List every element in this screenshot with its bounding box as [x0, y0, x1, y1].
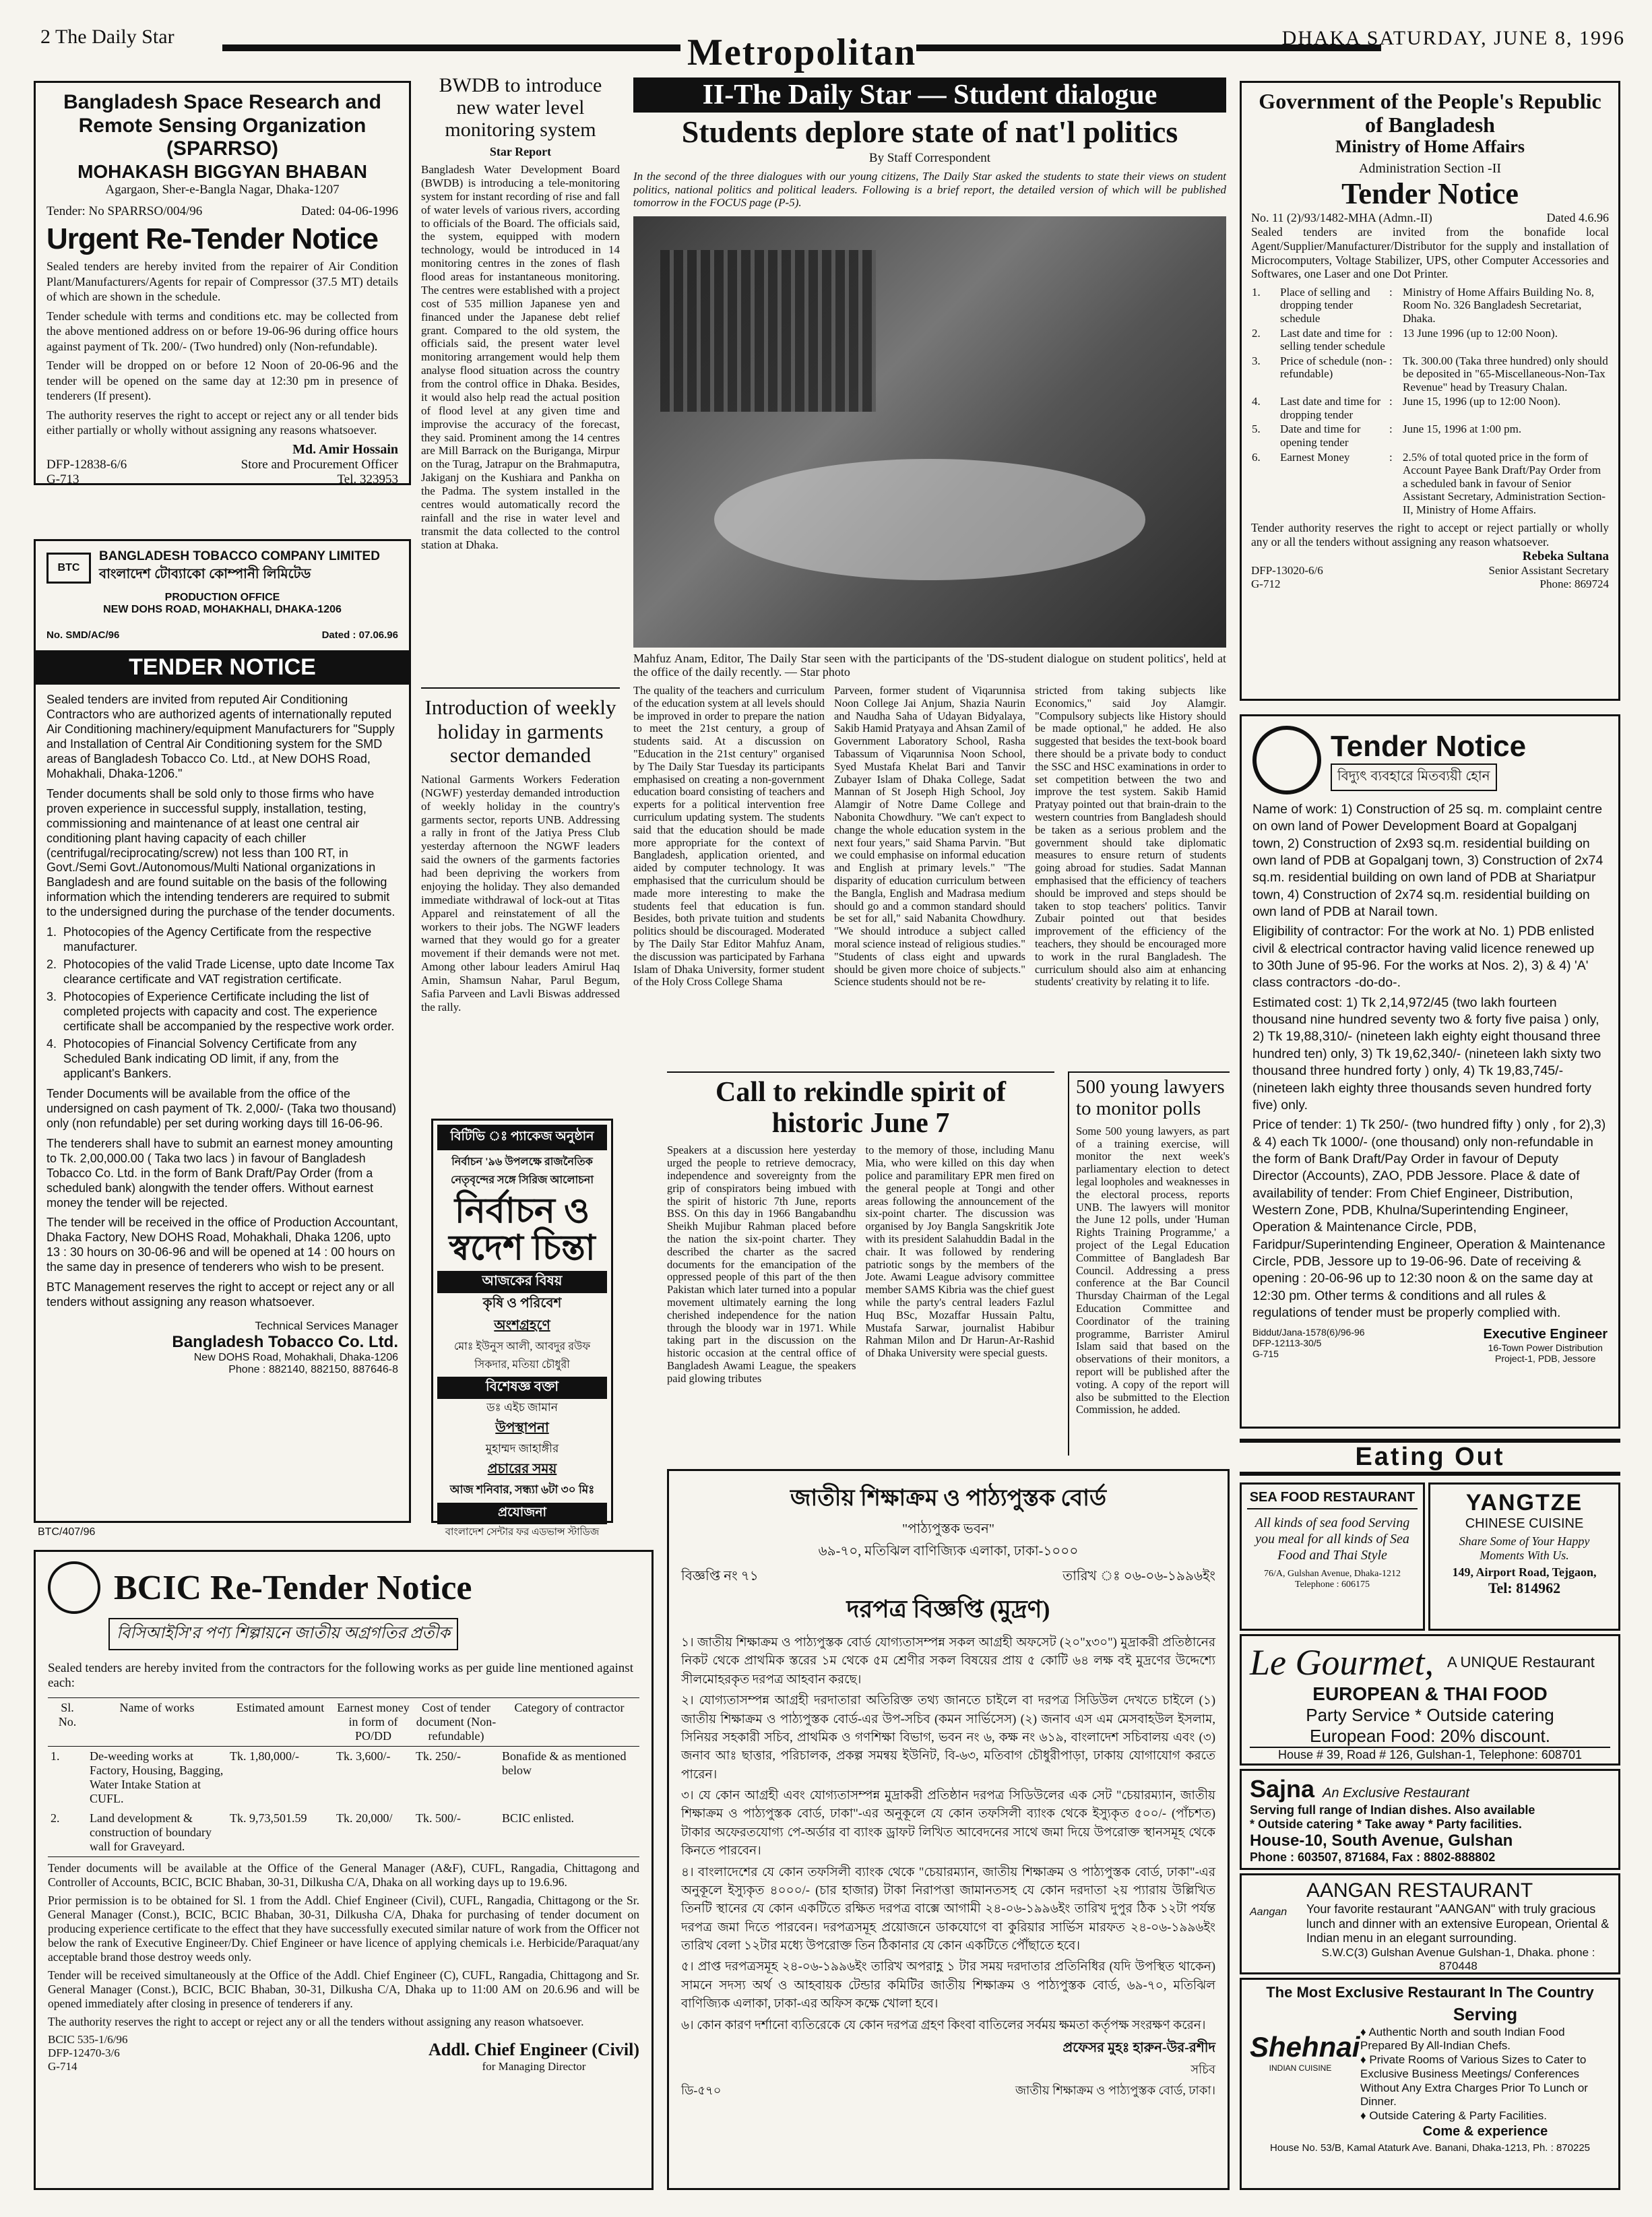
bcic-ad	[34, 1550, 654, 2190]
shehnai-ad	[1240, 1978, 1620, 2190]
sparrso-ad	[34, 81, 411, 485]
home-no: No. 11 (2)/93/1482-MHA (Admn.-II)	[1251, 211, 1432, 225]
bcic-table-header: Sl. No. Name of works Estimated amount Earnest money in form of PO/DD Cost of tender document (Non-refundable) Category of contractor	[48, 1698, 639, 1747]
nctb-item-4: ৪। বাংলাদেশের যে কোন তফসিলী ব্যাংক থেকে "চেয়ারম্যান, জাতীয় শিক্ষাক্রম ও পাঠ্যপুস্তক বোর্ড, ঢাকা"-এর অনুকূলে ইস্যুকৃত ৪০০০/- (চার হাজার) টাকা নিরাপত্তা জামানতসহ যে কোন দরদাতা ২য় প্যারায় উল্লিখিত তিনটি স্থানের যে কোন একটিতে রক্ষিত দরপত্র বাক্সে আগামী ২৪-০৬-১৯৯৬ইং তারিখ দুপুর ঠিক ১২টা পর্যন্ত দরপত্র জমা দিতে পারবেন। দরপত্রসমূহ প্রয়োজনে ডাকযোগে বা কুরিয়ার সার্ভিস মারফত ২৪-০৬-১৯৯৬ইং তারিখ বেলা ১২টার মধ্যে উপরোক্ত তিন ঠিকানার যে কোন একটিতে পৌঁছাতে হবে।	[681, 1865, 1215, 1953]
june7-article	[667, 1071, 1054, 1456]
lawyers-headline: 500 young lawyers to monitor polls	[1076, 1076, 1225, 1119]
dialogue-banner: II-The Daily Star — Student dialogue	[633, 77, 1226, 113]
june7-col2: to the memory of those, including Manu Mia, who were killed on this day when police and paramilitary EPR men fired on the general people at Tongi and other areas following the announcement of the six-point charter. The discussion was organised by Joy Bangla Sangskritik Jote with its president Salahuddin Badal in the chair. It was followed by rendering patriotic songs by the members of the Jote. Awami League advisory committee member SAMS Kibria was the chief guest while the party's central leaders Fazlul Huq BSc, Mozaffar Hussain Paltu, Mustafa Sarwar, journalist Habibur Rahman Milon and Dr Harun-Ar-Rashid of Dhaka University were special guests.	[865, 1144, 1054, 1360]
pdb-signer2: 16-Town Power Distribution	[1488, 1342, 1603, 1354]
sparrso-title: Urgent Re-Tender Notice	[46, 222, 379, 256]
june7-col1: Speakers at a discussion here yesterday urged the people to retrieve democracy, independence and sovereignty from the grip of conspirators being imbued with the spirit of historic 7th June, reports BSS. On this day in 1966 Bangabandhu Sheikh Mujibur Rahman placed before the nation the six-point charter. They described the charter as the sacred documents for the emancipation of the oppressed people of this part of the then Pakistan which later turned into a popular movement ultimately earning the long cherished independence for the nation through the bloody war in 1971. While taking part in the discussion on the historic occasion at the central office of Bangladesh Awami League, the speakers paid glowing tributes	[667, 1144, 856, 1385]
bat-office: PRODUCTION OFFICE	[164, 592, 280, 603]
holiday-body: National Garments Workers Federation (NGWF) yesterday demanded introduction of weekly holiday in the country's garments sector, reports UNB. Addressing a rally in front of the Jatiya Press Club yesterday afternoon the NGWF leaders said the owners of the garments factories had been depriving the workers from enjoying the holiday. They also demanded immediate withdrawal of lock-out at Titas Apparel and reinstatement of all the workers to their jobs. The NGWF leaders warned that they would go for a greater movement if their demands were not met. Among other labour leaders Amirul Haq Amin, Shamsun Nahar, Parul Begum, Safia Parveen and Lavli Biswas addressed the rally.	[421, 772, 620, 1013]
gourmet-name: Le Gourmet,	[1250, 1642, 1434, 1683]
table-row: 3. Price of schedule (non-refundable) : Tk. 300.00 (Taka three hundred) only should be deposited in "65-Miscellaneous-Non-Tax Revenue" head by Treasury Chalan.	[1252, 354, 1608, 394]
sajna-phone: Phone : 603507, 871684, Fax : 8802-888802	[1250, 1850, 1496, 1864]
lawyers-article	[1068, 1071, 1230, 1456]
pdb-title: Tender Notice	[1331, 729, 1527, 763]
dialogue-col3: stricted from taking subjects like Economics," said Joy Alamgir. "Compulsory subjects like History should be made optional," he added. He also suggested that besides the text-book board there should be a private body to conduct the SSC and HSC examinations in order to set competition between the two and improve the test system. Sakib Hamid Pratyay pointed out that brain-drain to the western countries from Bangladesh should be taken as a serious problem and the government should take diplomatic measures to ensure return of students going abroad for studies. Sadat Mannan emphasised that the efficiency of teachers should be improved and steps should be taken to stop teachers' politics. Tanvir Zubair pointed out that besides improvement of the efficiency of the teachers, they should be encouraged more to work in the rural Bangladesh. The curriculum should also aim at enhancing students' creativity by relating it to life.	[1035, 684, 1226, 989]
yangtze-addr: 149, Airport Road, Tejgaon,	[1452, 1565, 1597, 1579]
pdb-body: Name of work: 1) Construction of 25 sq. m. complaint centre on own land of Power Development Board at Gopalganj town, 2) Construction of 2x93 sq.m. residential building on own land of PDB at Gopalganj town, 3) Construction of 2x74 sq.m. residential building on own land of PDB at Shariatpur town, 4) Construction of 2x74 sq.m. residential building on own land of PDB at Narail town.	[1252, 802, 1603, 920]
btv-topic-label: আজকের বিষয়	[437, 1271, 607, 1293]
sparrso-tel: Tel. 323953	[337, 472, 398, 487]
sparrso-p2: Tender schedule with terms and conditions etc. may be collected from the above mentioned address on or before 19-06-96 during office hours against payment of Tk. 200/- (Two hundred) only (Non-refundable).	[46, 309, 398, 353]
bcic-p3: Tender will be received simultaneously at the Office of the Addl. Chief Engineer (C), CUFL, Rangadia, Chittagong and Sr. General Manager (Const.), BCIC, BCIC Bhaban, 30-31, Dilkusha C/A, Dhaka up to 11:00 AM on 20.6.96 and will be opened immediately after closing in presence of tenderers if any.	[48, 1968, 639, 2010]
bcic-table	[48, 1697, 639, 1857]
shehnai-item-1: ♦ Authentic North and south Indian Food Prepared By All-Indian Chefs.	[1360, 2025, 1565, 2053]
nctb-item-1: ১। জাতীয় শিক্ষাক্রম ও পাঠ্যপুস্তক বোর্ড যোগ্যতাসম্পন্ন সকল আগ্রহী অফসেট (২০"x৩০") মুদ্রাকরী প্রতিষ্ঠানের নিকট থেকে প্রাথমিক স্তরের ১ম থেকে ৫ম শ্রেণীর সকল বিষয়ের প্রায় ৫ কোটি ৬৪ লক্ষ বই মুদ্রণের উদ্দেশ্যে সীলমোহরকৃত দরপত্র আহবান করছে।	[681, 1636, 1215, 1687]
table-row: 1. Place of selling and dropping tender schedule : Ministry of Home Affairs Building No. 8, Room No. 326 Bangladesh Secretariat, Dhaka.	[1252, 285, 1594, 325]
bat-item-2: 2. Photocopies of the valid Trade License, upto date Income Tax clearance certificate and VAT registration certificate.	[46, 958, 394, 987]
bat-p6: BTC Management reserves the right to accept or reject any or all tenders without assigning any reason whatsoever.	[46, 1280, 395, 1309]
gourmet-ad	[1240, 1634, 1620, 1766]
sajna-b: * Outside catering * Take away * Party facilities.	[1250, 1817, 1522, 1831]
btv-host-label: উপস্থাপনা	[495, 1420, 549, 1436]
sajna-ad	[1240, 1769, 1620, 1870]
bat-sig-address: New DOHS Road, Mohakhali, Dhaka-1206	[193, 1352, 398, 1364]
yangtze-tag: Share Some of Your Happy Moments With Us.	[1459, 1534, 1590, 1562]
nctb-item-5: ৫। প্রাপ্ত দরপত্রসমূহ ২৪-০৬-১৯৯৬ইং তারিখ অপরাহ্ণ ১ টার সময় দরদাতার প্রতিনিধির (যদি উপস্থিত থাকেন) সামনে সদস্য অর্থ ও আহবায়ক টেন্ডার কমিটির জাতীয় শিক্ষাক্রম ও পাঠ্যপুস্তক বোর্ড, ৬৯-৭০, মতিঝিল বাণিজ্যিক এলাকা, ঢাকা-এর অফিস কক্ষে খোলা হবে।	[681, 1960, 1215, 2011]
bat-dated: Dated : 07.06.96	[321, 629, 398, 641]
home-dfp: DFP-13020-6/6	[1251, 563, 1323, 577]
table-row: 4. Last date and time for dropping tender : June 15, 1996 (up to 12:00 Noon).	[1252, 395, 1561, 421]
pdb-logo	[1252, 726, 1321, 794]
home-title: Tender Notice	[1341, 177, 1519, 211]
btv-time-label: প্রচারের সময়	[487, 1462, 557, 1477]
gourmet-b: EUROPEAN & THAI FOOD	[1312, 1683, 1548, 1704]
aangan-addr: S.W.C(3) Gulshan Avenue Gulshan-1, Dhaka. phone : 870448	[1321, 1945, 1595, 1972]
bcic-ref1: BCIC 535-1/6/96	[48, 2033, 128, 2046]
shehnai-sub: INDIAN CUISINE	[1269, 2063, 1332, 2073]
aangan-body: Your favorite restaurant "AANGAN" with truly gracious lunch and dinner with an extensive European, Oriental & Indian menu in an elegant surrounding.	[1306, 1902, 1610, 1945]
pdb-ref1: Biddut/Jana-1578(6)/96-96	[1252, 1327, 1365, 1338]
shehnai-top: The Most Exclusive Restaurant In The Country	[1266, 1984, 1594, 2001]
nctb-address: ৬৯-৭০, মতিঝিল বাণিজ্যিক এলাকা, ঢাকা-১০০০	[818, 1544, 1079, 1559]
shehnai-serving: Serving	[1453, 2004, 1518, 2024]
sparrso-building: MOHAKASH BIGGYAN BHABAN	[77, 160, 367, 182]
sparrso-address: Agargaon, Sher-e-Bangla Nagar, Dhaka-1207	[105, 182, 340, 197]
btv-participants: মোঃ ইউনুস আলী, আবদুর রউফ সিকদার, মতিয়া চৌধুরী	[453, 1341, 591, 1371]
gourmet-d: European Food: 20% discount.	[1309, 1726, 1551, 1746]
home-dated: Dated 4.6.96	[1546, 211, 1609, 225]
home-signer-title: Senior Assistant Secretary	[1488, 563, 1609, 577]
bat-company: BANGLADESH TOBACCO COMPANY LIMITED	[99, 549, 380, 563]
nctb-signer-org: জাতীয় শিক্ষাক্রম ও পাঠ্যপুস্তক বোর্ড, ঢাকা।	[1015, 2083, 1215, 2097]
seafood-name: SEA FOOD RESTAURANT	[1247, 1490, 1418, 1509]
nctb-date: তারিখ ঃ ০৬-০৬-১৯৯৬ইং	[1062, 1569, 1215, 1584]
btv-speaker-label: বিশেষজ্ঞ বক্তা	[437, 1377, 607, 1399]
btv-presented-label: প্রযোজনা	[437, 1503, 607, 1524]
bat-p5: The tender will be received in the office of Production Accountant, Dhaka Factory, New DOHS Road, Mohakhali, Dhaka 1206, upto 13 : 30 hours on 30-06-96 and will be opened at 14 : 00 hours on the same day in presence of tenderers who wish to be present.	[46, 1216, 398, 1274]
bat-sig-company: Bangladesh Tobacco Co. Ltd.	[172, 1333, 398, 1352]
sajna-a: Serving full range of Indian dishes. Also available	[1250, 1803, 1535, 1817]
holiday-article	[421, 687, 620, 1119]
bat-p3: Tender Documents will be available from the office of the undersigned on cash payment of Tk. 2,000/- (Taka two thousand) only (non refundable) per set during working days till 16-06-96.	[46, 1086, 396, 1130]
sajna-name: Sajna	[1250, 1775, 1315, 1803]
btv-line1: বিটিভি ঃ প্যাকেজ অনুষ্ঠান	[437, 1125, 607, 1150]
home-closing: Tender authority reserves the right to accept or reject partially or wholly any or all the tenders without assigning any reason whatsoever.	[1251, 521, 1609, 549]
sparrso-p1: Sealed tenders are hereby invited from the repairer of Air Condition Plant/Manufacturers/Agents for repair of Compressor (37.5 MT) details of which are shown in the schedule.	[46, 259, 398, 304]
photo-bookshelf	[660, 250, 876, 412]
gourmet-addr: House # 39, Road # 126, Gulshan-1, Telephone: 608701	[1250, 1747, 1610, 1762]
nctb-item-2: ২। যোগ্যতাসম্পন্ন আগ্রহী দরদাতারা অতিরিক্ত তথ্য জানতে চাইলে বা দরপত্র সিডিউল দেখতে চাইলে (১) জাতীয় শিক্ষাক্রম ও পাঠ্যপুস্তক বোর্ড-এর উপ-সচিব (কমন সার্ভিসেস) (২) জনাব এস এম মেসবাহউল ইসলাম, সিনিয়র সহকারী সচিব, প্রাথমিক ও গণশিক্ষা বিভাগ, ভবন নং ৬, কক্ষ নং ৬১৯, বাংলাদেশ সচিবালয় এবং (৩) জনাব আঃ ছাত্তার, পরিচালক, প্রকল্প সমন্বয় ইউনিট, বি-৬৩, মতিবাগ চৌধুরীপাড়া, ঢাকায় যোগাযোগ করতে পারেন।	[681, 1694, 1215, 1782]
bcic-intro: Sealed tenders are hereby invited from the contractors for the following works as per guide line mentioned against each:	[48, 1661, 633, 1690]
bat-address: NEW DOHS ROAD, MOHAKHALI, DHAKA-1206	[103, 604, 342, 615]
sparrso-p3: Tender will be dropped on or before 12 Noon of 20-06-96 and the tender will be opened on the same day at 12:30 pm in presence of tenderers (If present).	[46, 358, 398, 403]
nctb-title: জাতীয় শিক্ষাক্রম ও পাঠ্যপুস্তক বোর্ড	[790, 1486, 1106, 1511]
sparrso-org: Bangladesh Space Research and Remote Sensing Organization (SPARRSO)	[63, 91, 381, 160]
nctb-item-6: ৬। কোন কারণ দর্শানো ব্যতিরেকে যে কোন দরপত্র গ্রহণ কিংবা বাতিলের সর্বময় ক্ষমতা কর্তৃপক্ষ সংরক্ষণ করেন।	[681, 2018, 1206, 2032]
yangtze-tel: Tel: 814962	[1488, 1580, 1561, 1596]
home-signer: Rebeka Sultana	[1522, 549, 1609, 563]
pdb-slogan: বিদ্যুৎ ব্যবহারে মিতব্যয়ী হোন	[1331, 763, 1497, 791]
home-intro: Sealed tenders are invited from the bonafide local Agent/Supplier/Manufacturer/Distributor for the supply and installation of Microcomputers, Voltage Stabilizer, UPS, other Computer Accessories and Softwares, one Laser and one Dot Printer.	[1251, 225, 1609, 281]
home-ministry-ad	[1240, 81, 1620, 701]
btv-line3: নেতৃবৃন্দের সঙ্গে সিরিজ আলোচনা	[451, 1175, 594, 1186]
nctb-ref: বিজ্ঞপ্তি নং ৭১	[681, 1569, 759, 1584]
btv-time: আজ শনিবার, সন্ধ্যা ৬টা ৩০ মিঃ	[449, 1483, 595, 1497]
bcic-sig2: for Managing Director	[482, 2060, 586, 2073]
bcic-ref3: G-714	[48, 2060, 77, 2073]
nctb-headline: দরপত্র বিজ্ঞপ্তি (মুদ্রণ)	[846, 1596, 1050, 1623]
dialogue-article	[633, 77, 1226, 1068]
bat-company-bn: বাংলাদেশ টোব্যাকো কোম্পানী লিমিটেড	[99, 567, 311, 582]
shehnai-name: Shehnai	[1250, 2031, 1360, 2063]
bwdb-byline: Star Report	[489, 145, 552, 158]
bcic-p4: The authority reserves the right to accept or reject any or all the tenders without assigning any reason whatsoever.	[48, 2015, 584, 2028]
dialogue-col2: Parveen, former student of Viqarunnisa Noon College Jai Anjum, Shazia Naurin and Naudha Saha of Udayan Bidyalaya, Sakib Hamid Pratyaya and Ahsan Zamil of Government Laboratory School, Rasha Tabassum of Viqarunnisa Noon School, Syed Mustafa Khelat Bari and Tanvir Zubayer Islam of Dhaka College, Sadat Mannan of St Joseph High School, Joy Alamgir of Notre Dame College and Nabonita Chowdhury. "We can't expect to change the whole education system in the next four years," said Shama Parvin. "But we could emphasise on informal education and English at primary levels." "The disparity of education curriculum between the Bangla, English and Madrasa medium should go and a common standard should be set for all," said Nabanita Chowdhury. "We should introduce a subject called moral science instead of religious studies." "Students of class eight and upwards should be given more choice of subjects." Science students should not be re-	[834, 684, 1025, 989]
home-g: G-712	[1251, 577, 1281, 590]
photo-table	[714, 459, 1145, 580]
sparrso-signer-title: Store and Procurement Officer	[241, 457, 398, 472]
pdb-ref3: G-715	[1252, 1348, 1279, 1360]
bcic-ref2: DFP-12470-3/6	[48, 2047, 120, 2059]
bat-sig-title: Technical Services Manager	[255, 1319, 398, 1333]
shehnai-item-3: ♦ Outside Catering & Party Facilities.	[1360, 2109, 1548, 2123]
pdb-price: Price of tender: 1) Tk 250/- (two hundred fifty ) only , for 2),3) & 4) each Tk 1000/- (one thousand) only non-refundable in the form of Bank Draft/Pay Order in favour of Deputy Director (Accounts), ZAO, PDB Jessore. Place & date of availability of tender: From Chief Engineer, Distribution, Western Zone, PDB, Khulna/Superintending Engineer, Operation & Maintenance Circle, PDB, Faridpur/Superintending Engineer, Operation & Maintenance Circle, PDB, Jessore up to 19-06-96. Date of receiving & opening : 20-06-96 up to 12:30 noon & on the same day at 12:30 pm. Other terms & conditions and all rules & regulations of tender must be properly complied with.	[1252, 1117, 1606, 1320]
btv-title2: স্বদেশ চিন্তা	[449, 1228, 596, 1268]
sparrso-p4: The authority reserves the right to accept or reject any or all tender bids either partially or wholly without assigning any reasons whatsoever.	[46, 408, 398, 437]
pdb-ad	[1240, 714, 1620, 1429]
bwdb-headline: BWDB to introduce new water level monitoring system	[439, 74, 602, 141]
dateline: DHAKA SATURDAY, JUNE 8, 1996	[1281, 27, 1625, 49]
sparrso-dfp: DFP-12838-6/6	[46, 457, 127, 472]
home-gov: Government of the People's Republic of Bangladesh	[1259, 89, 1601, 137]
dialogue-headline: Students deplore state of nat'l politics	[681, 115, 1178, 149]
btv-topic: কৃষি ও পরিবেশ	[482, 1296, 562, 1311]
shehnai-come: Come & experience	[1422, 2123, 1548, 2139]
btv-line2: নির্বাচন '৯৬ উপলক্ষে রাজনৈতিক	[451, 1156, 593, 1168]
bat-ref: No. SMD/AC/96	[46, 629, 120, 641]
nctb-item-3: ৩। যে কোন আগ্রহী এবং যোগ্যতাসম্পন্ন মুদ্রাকরী প্রতিষ্ঠান দরপত্র সিডিউলের এক সেট "চেয়ারম্যান, জাতীয় শিক্ষাক্রম ও পাঠ্যপুস্তক বোর্ড, ঢাকা"-এর অনুকূলে যে কোন তফসিলী ব্যাংক থেকে ইস্যুকৃত ৫০০/- (পাঁচশত) টাকার অফেরতযোগ্য পে-অর্ডার বা ব্যাংক ড্রাফট লিখিত আবেদনের সাথে জমা দিয়ে উপরোক্ত স্থানসমূহ থেকে কিনতে পারবেন।	[681, 1789, 1215, 1859]
btv-presented: বাংলাদেশ সেন্টার ফর এডভান্স স্টাডিজ	[445, 1527, 600, 1538]
btv-ad	[431, 1119, 613, 1538]
shehnai-addr: House No. 53/B, Kamal Ataturk Ave. Banani, Dhaka-1213, Ph. : 870225	[1269, 2142, 1591, 2154]
seafood-addr: 76/A, Gulshan Avenue, Dhaka-1212 Telephone : 606175	[1263, 1569, 1401, 1590]
btc-logo: BTC	[46, 553, 91, 584]
sajna-tag: An Exclusive Restaurant	[1323, 1786, 1469, 1801]
pdb-signer: Executive Engineer	[1483, 1327, 1608, 1342]
table-row: 6. Earnest Money : 2.5% of total quoted price in the form of Account Payee Bank Draft/Pay Order from a scheduled bank in favour of Senior Assistant Secretary, Administration Section-II, Ministry of Home Affairs.	[1252, 450, 1606, 516]
aangan-name: AANGAN RESTAURANT	[1306, 1879, 1533, 1902]
bcic-p1: Tender documents will be available at the Office of the General Manager (A&F), CUFL, Rangadia, Chittagong and Controller of Accounts, BCIC, BCIC Bhaban, 30-31, Dilkusha C/A, Dhaka on all working days up to 19.6.96.	[48, 1861, 639, 1889]
sparrso-signer: Md. Amir Hossain	[292, 441, 398, 457]
section-title: Metropolitan	[687, 32, 917, 73]
sparrso-tender-no: Tender: No SPARRSO/004/96	[46, 204, 203, 219]
bcic-title: BCIC Re-Tender Notice	[114, 1568, 472, 1607]
table-row: 2. Land development & construction of boundary wall for Graveyard. Tk. 9,73,501.59 Tk. 20,000/ Tk. 500/- BCIC enlisted.	[48, 1809, 639, 1857]
bwdb-body: Bangladesh Water Development Board (BWDB) is introducing a tele-monitoring system for instant recording of rise and fall of water levels of various rivers, according to officials of the Board. The officials said, the system, equipped with modern technology, would be introduced in 14 monitoring centres in the zones of flash flood areas for instantaneous monitoring. The centres were established with a project cost of 535 million Japanese yen and financed under the Japanese debt relief grant. Compared to the old system, the officials said, the present water level monitoring arrangement would help them analyse flood situation across the country from the control office in Dhaka. Besides, it would also help read the actual position of flood level at any given time and improvise the accuracy of the forecast, they said. Prominent among the 14 centres are Mill Barrack on the Buriganga, Mirpur on the Turag, Jatrapur on the Brahmaputra, Jakiganj on the Kushiara and Pankha on the Padma. The system installed in the centres would automatically record the rainfall and the rise in water level and transmit the data collected to the control station at Dhaka.	[421, 163, 620, 551]
june7-headline: Call to rekindle spirit of historic June 7	[716, 1077, 1006, 1139]
bat-ref2: BTC/407/96	[38, 1526, 96, 1538]
bat-item-4: 4. Photocopies of Financial Solvency Certificate from any Scheduled Bank indicating OD limit, if any, from the applicant's Bankers.	[46, 1036, 357, 1080]
nctb-signer: প্রফেসর মুহঃ হারুন-উর-রশীদ	[1062, 2040, 1215, 2055]
seafood-tag: All kinds of sea food Serving you meal for all kinds of Sea Food and Thai Style	[1254, 1516, 1410, 1563]
sparrso-g: G-713	[46, 472, 80, 487]
home-section: Administration Section -II	[1358, 161, 1502, 177]
yangtze-ad	[1428, 1482, 1620, 1631]
table-row: 5. Date and time for opening tender : June 15, 1996 at 1:00 pm.	[1252, 423, 1522, 449]
lawyers-body: Some 500 young lawyers, as part of a training exercise, will monitor the next week's parliamentary election to detect legal loopholes and weaknesses in the electoral process, reports UNB. The lawyers will monitor the June 12 polls, under 'Human Rights Training Programme,' a project of the Legal Education Committee of Bangladesh Bar Council. Addressing a press conference at the Bar Council Thursday Chairman of the Legal Education Committee and Coordinator of the training programme, Barrister Amirul Islam said that based on the observations of their monitors, a report will be published after the voting. A copy of the report will also be submitted to the Election Commission, he added.	[1076, 1124, 1230, 1416]
btv-host: মুহাম্মদ জাহাঙ্গীর	[485, 1442, 559, 1456]
nctb-code: ডি-৫৭০	[681, 2083, 722, 2097]
home-table	[1251, 285, 1609, 517]
table-row: 2. Last date and time for selling tender schedule : 13 June 1996 (up to 12:00 Noon).	[1252, 326, 1558, 353]
btv-speaker: ডঃ এইচ জামান	[486, 1401, 558, 1414]
pdb-eligibility: Eligibility of contractor: For the work at No. 1) PDB enlisted civil & electrical contractor having valid licence renewed up to 30th June of 95-96. For the works at Nos. 2), 3) & 4) 'A' class contractors -do-do-.	[1252, 924, 1595, 991]
bwdb-article	[421, 74, 620, 667]
table-row: 1. De-weeding works at Factory, Housing, Bagging, Water Intake Station at CUFL. Tk. 1,80,000/- Tk. 3,600/- Tk. 250/- Bonafide & as mentioned below	[51, 1749, 627, 1805]
aangan-ad	[1240, 1873, 1620, 1974]
bat-p2: Tender documents shall be sold only to those firms who have proven experience in successful supply, installation, testing, commissioning and maintenance of at least one central air conditioning plant having capacity of each chiller (centrifugal/reciprocating/screw) not less than 100 RT, in Govt./Semi Govt./Autonomous/Multi National organizations in Bangladesh and are found suitable on the basis of the following information which the intending tenderers are required to submit to the undersigned during the purchase of the tender documents.	[46, 786, 395, 919]
eating-out-title: Eating Out	[1240, 1439, 1620, 1476]
dialogue-photo	[633, 216, 1226, 648]
pdb-cost: Estimated cost: 1) Tk 2,14,972/45 (two lakh fourteen thousand nine hundred seventy two & forty five paisa ) only, 2) Tk 19,88,310/- (nineteen lakh eighty eight thousand three hundred ten) only, 3) Tk 19,62,340/- (nineteen lakh sixty two thousand three hundred forty ) only, 4) Tk 19,83,745/- (nineteen lakh eighty three thousands seven hundred forty five) only.	[1252, 995, 1601, 1113]
gourmet-a: A UNIQUE Restaurant	[1447, 1654, 1595, 1670]
gourmet-c: Party Service * Outside catering	[1306, 1705, 1554, 1725]
yangtze-sub: CHINESE CUISINE	[1465, 1516, 1584, 1531]
bat-title: TENDER NOTICE	[36, 650, 409, 685]
bat-sig-phone: Phone : 882140, 882150, 887646-8	[228, 1364, 398, 1376]
page-label: 2 The Daily Star	[40, 26, 174, 48]
sparrso-dated: Dated: 04-06-1996	[300, 204, 398, 219]
btv-title1: নির্বাচন ও	[454, 1192, 590, 1230]
dialogue-col1: The quality of the teachers and curriculum of the education system at all levels should be improved in order to prepare the nation to meet the 21st century, a group of students said. At a discussion on "Education in the 21st century" organised by The Daily Star Tuesday its participants emphasised on creating a non-government education board consisting of teachers and experts for a political intervention free curriculum updating system. The students said that the education should be made more appropriate for the context of Bangladesh, application oriented, and aided by computer technology. It was emphasised that the curriculum should be made more interesting to make the students feel that education is fun. Besides, both private tuition and students politics should be discouraged. Moderated by The Daily Star Editor Mahfuz Anam, the discussion was participated by Farhana Islam of Dhaka University, former student of the Holy Cross College Shama	[633, 684, 825, 989]
nctb-signer-title: সচিব	[1190, 2062, 1215, 2076]
pdb-signer3: Project-1, PDB, Jessore	[1495, 1353, 1596, 1365]
nctb-bhaban: "পাঠ্যপুস্তক ভবন"	[901, 1522, 995, 1536]
bat-p1: Sealed tenders are invited from reputed Air Conditioning Contractors who are authorized agents of internationally reputed Air Conditioning machinery/equipment Manufacturers for "Supply and Installation of Central Air Conditioning system for the SMD areas of Bangladesh Tobacco Co. Ltd., at New DOHS Road, Mohakhali, Dhaka-1206."	[46, 693, 395, 780]
dialogue-caption: Mahfuz Anam, Editor, The Daily Star seen with the participants of the 'DS-student dialogue on student politics', held at the office of the daily recently. — Star photo	[633, 651, 1226, 679]
shehnai-item-2: ♦ Private Rooms of Various Sizes to Cater to Exclusive Business Meetings/ Conferences Without Any Extra Charges Prior To Lunch or Dinner.	[1360, 2053, 1588, 2109]
nctb-ad	[667, 1469, 1230, 2190]
bat-item-1: 1. Photocopies of the Agency Certificate from the respective manufacturer.	[46, 925, 372, 954]
masthead-rule-left	[222, 44, 680, 51]
btv-participants-label: অংশগ্রহণে	[494, 1318, 550, 1334]
home-ministry: Ministry of Home Affairs	[1335, 137, 1525, 157]
holiday-headline: Introduction of weekly holiday in garments sector demanded	[424, 695, 616, 768]
bcic-logo	[48, 1561, 100, 1614]
dialogue-intro: In the second of the three dialogues with our young citizens, The Daily Star asked the students to state their views on student politics, national politics and political leaders. Following is a brief report, the detailed version of which will be published tomorrow in the FOCUS page (P-5).	[633, 170, 1226, 210]
bcic-sig: Addl. Chief Engineer (Civil)	[428, 2040, 639, 2059]
yangtze-name: YANGTZE	[1465, 1490, 1583, 1516]
pdb-ref2: DFP-12113-30/5	[1252, 1338, 1322, 1349]
bat-item-3: 3. Photocopies of Experience Certificate including the list of completed projects with capacity and cost. The experience certificate shall be accompanied by the respective work order.	[46, 990, 395, 1034]
seafood-ad	[1240, 1482, 1425, 1631]
bat-p4: The tenderers shall have to submit an earnest money amounting to Tk. 2,00,000.00 ( Taka two lacs ) in favour of Bangladesh Tobacco Co. Ltd. in the form of Bank Draft/Pay Order (from a scheduled bank) alongwith the tender offers. Without earnest money the tender will be rejected.	[46, 1136, 393, 1210]
sajna-c: House-10, South Avenue, Gulshan	[1250, 1832, 1513, 1850]
dialogue-byline: By Staff Correspondent	[868, 151, 991, 165]
home-phone: Phone: 869724	[1539, 577, 1609, 590]
bcic-slogan: বিসিআইসি'র পণ্য শিল্পায়নে জাতীয় অগ্রগতির প্রতীক	[108, 1618, 458, 1650]
bat-ad	[34, 539, 411, 1523]
bcic-p2: Prior permission is to be obtained for Sl. 1 from the Addl. Chief Engineer (Civil), CUFL, Rangadia, Chittagong or the Sr. General Manager (Const.), BCIC, BCIC Bhaban, 30-31, Dilkusha C/A, Dhaka for purchasing of tender document on producing experience certificate to the effect that they have successfully executed similar nature of work from the Officer not below the rank of Executive Engineer/Dy. Chief Engineer or have licence of applying chemicals i.e. Herbicide/Paraquat/any acceptable brand those destroy weeds only.	[48, 1894, 639, 1964]
aangan-logo: Aangan	[1250, 1906, 1288, 1918]
